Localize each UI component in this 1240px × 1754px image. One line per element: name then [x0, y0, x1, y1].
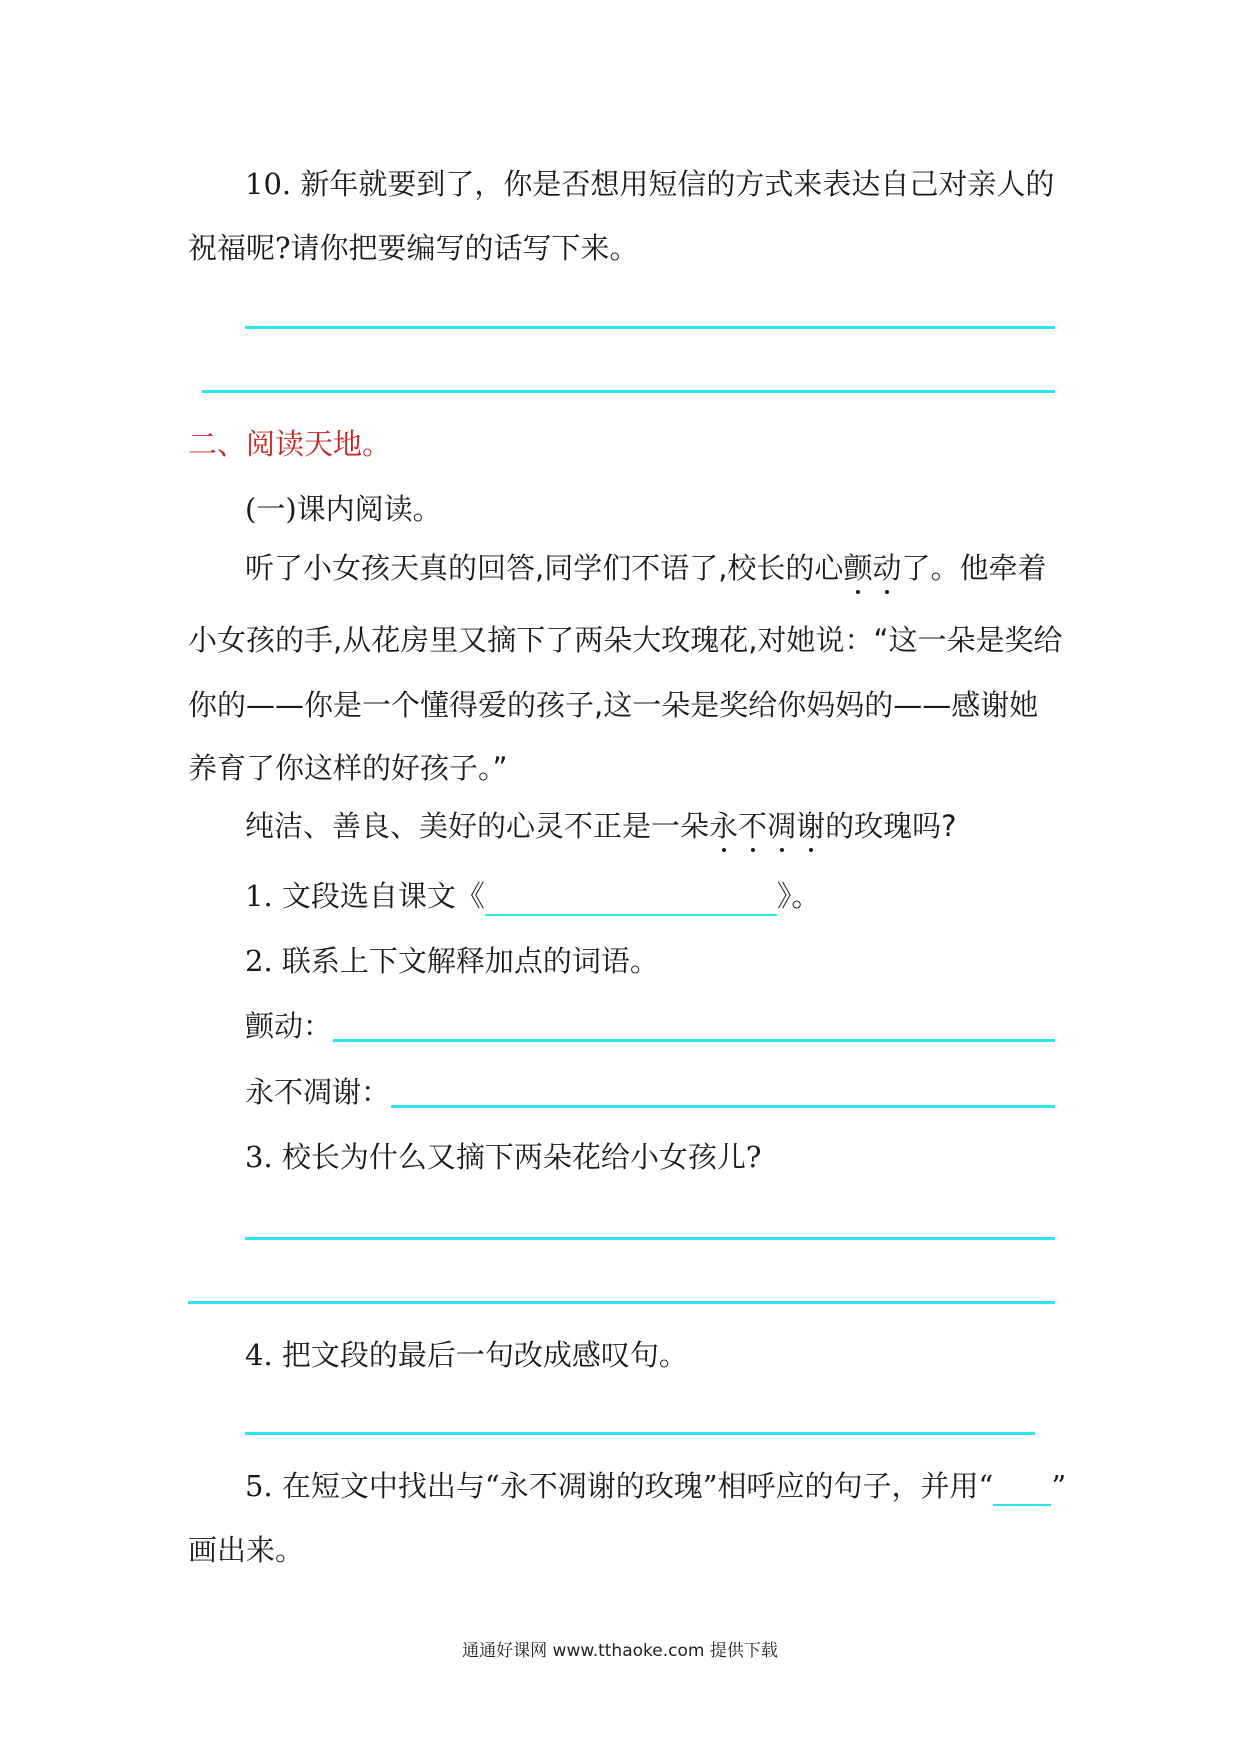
- question-2: 2. 联系上下文解释加点的词语。: [245, 944, 659, 978]
- passage-text: 纯洁、善良、美好的心灵不正是一朵: [245, 809, 710, 843]
- answer-line[interactable]: [245, 1237, 1055, 1240]
- passage-line-4: 养育了你这样的好孩子。”: [188, 751, 508, 785]
- question-5: [245, 1466, 1066, 1506]
- q1-blank[interactable]: [485, 882, 777, 916]
- q1-suffix: 》。: [776, 879, 821, 913]
- passage-line-5: [245, 806, 956, 846]
- dotted-char: 颤: [843, 548, 872, 588]
- dotted-char: 凋: [767, 806, 796, 846]
- section-title: 二、阅读天地。: [188, 427, 392, 461]
- q2-answer-line-b[interactable]: [391, 1105, 1055, 1108]
- q5-suffix: ”: [1051, 1469, 1067, 1503]
- q5-prefix: 5. 在短文中找出与“永不凋谢的玫瑰”相呼应的句子，并用“: [245, 1469, 994, 1503]
- dotted-char: 谢: [796, 806, 825, 846]
- dotted-char: 动: [872, 548, 901, 588]
- footer-text: 通通好课网 www.tthaoke.com 提供下载: [462, 1641, 778, 1661]
- q10-line2: 祝福呢?请你把要编写的话写下来。: [188, 231, 639, 265]
- answer-line[interactable]: [245, 1432, 1035, 1435]
- passage-text: 的玫瑰吗?: [825, 809, 957, 843]
- question-3: 3. 校长为什么又摘下两朵花给小女孩儿?: [245, 1140, 762, 1174]
- q5-blank[interactable]: [993, 1472, 1051, 1506]
- q1-prefix: 1. 文段选自课文《: [245, 879, 485, 913]
- answer-line[interactable]: [245, 326, 1055, 329]
- question-4: 4. 把文段的最后一句改成感叹句。: [245, 1338, 688, 1372]
- q2-label-a: 颤动：: [245, 1009, 333, 1043]
- q10-line1: 10. 新年就要到了，你是否想用短信的方式来表达自己对亲人的: [245, 167, 1055, 201]
- q2-label-b: 永不凋谢：: [245, 1075, 391, 1109]
- passage-line-1: [245, 548, 1046, 588]
- question-5-line2: 画出来。: [188, 1533, 305, 1567]
- dotted-char: 不: [738, 806, 767, 846]
- dotted-char: 永: [709, 806, 738, 846]
- passage-text: 了。他牵着: [901, 551, 1047, 585]
- passage-text: 听了小女孩天真的回答,同学们不语了,校长的心: [245, 551, 844, 585]
- answer-line[interactable]: [188, 1301, 1055, 1304]
- subsection-title: (一)课内阅读。: [245, 492, 442, 526]
- answer-line[interactable]: [202, 390, 1055, 393]
- passage-line-2: 小女孩的手,从花房里又摘下了两朵大玫瑰花,对她说：“这一朵是奖给: [188, 623, 1063, 657]
- q2-answer-line-a[interactable]: [333, 1039, 1055, 1042]
- question-1: [245, 876, 820, 916]
- passage-line-3: 你的——你是一个懂得爱的孩子,这一朵是奖给你妈妈的——感谢她: [188, 688, 1039, 722]
